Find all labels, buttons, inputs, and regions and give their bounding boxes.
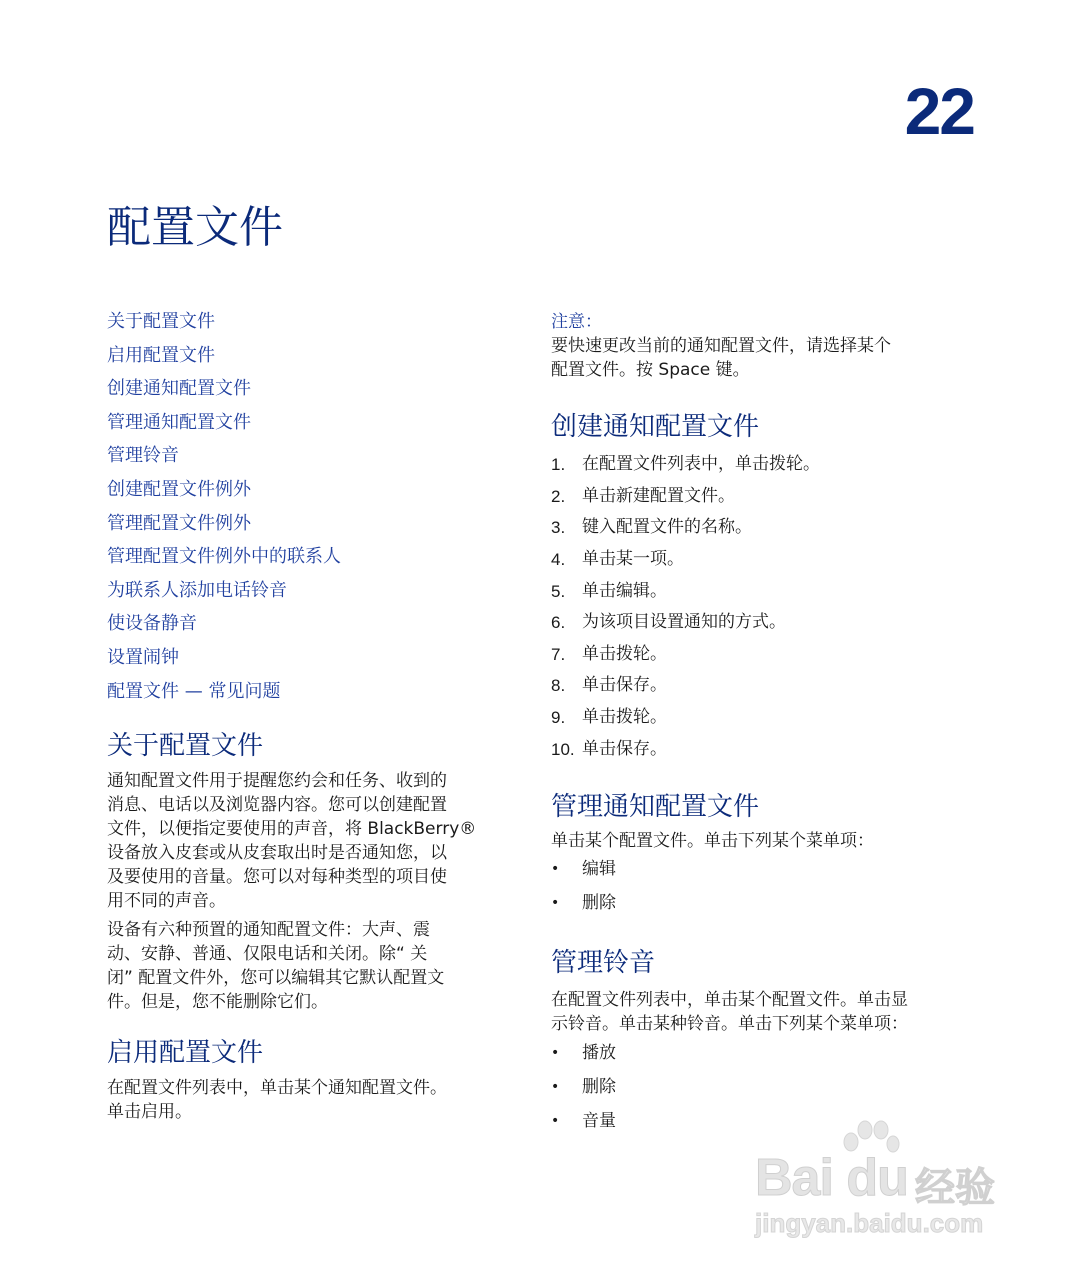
page-title: 配置文件 (107, 202, 283, 253)
bullet-icon: • (551, 861, 560, 878)
text-line: 示铃音。单击某种铃音。单击下列某个菜单项： (551, 1013, 908, 1034)
bullet-text: 音量 (582, 1110, 616, 1131)
step-item (551, 670, 971, 702)
text-line: 闭” 配置文件外，您可以编辑其它默认配置文 (107, 968, 445, 989)
text-line: 及要使用的音量。您可以对每种类型的项目使 (107, 867, 447, 888)
bullet-item (551, 1070, 971, 1104)
text-line: 动、安静、普通、仅限电话和关闭。除“ 关 (107, 944, 428, 965)
step-text: 单击保存。 (582, 738, 667, 759)
step-item (551, 576, 971, 608)
step-text: 单击拨轮。 (582, 643, 667, 664)
bullet-item (551, 852, 971, 886)
toc-link[interactable]: 管理铃音 (107, 445, 179, 467)
toc-link[interactable]: 使设备静音 (107, 613, 197, 635)
bullet-text: 编辑 (582, 859, 616, 880)
bullet-icon: • (551, 1044, 560, 1061)
bullet-icon: • (551, 1078, 560, 1095)
toc-link[interactable]: 管理配置文件例外中的联系人 (107, 546, 341, 568)
manage-menu-list (551, 852, 971, 920)
step-text: 在配置文件列表中，单击拨轮。 (582, 454, 820, 475)
step-number: 7. (551, 644, 566, 664)
chapter-number: 22 (904, 74, 974, 148)
step-item (551, 639, 971, 671)
enable-paragraph (107, 1076, 507, 1124)
toc-link[interactable]: 为联系人添加电话铃音 (107, 579, 287, 601)
bullet-text: 删除 (582, 893, 616, 914)
step-item (551, 607, 971, 639)
toc-link[interactable]: 创建通知配置文件 (107, 378, 251, 400)
step-item (551, 449, 971, 481)
step-number: 10. (551, 739, 575, 759)
about-paragraph-1 (107, 769, 507, 913)
create-steps-list (551, 449, 971, 765)
left-column (107, 308, 507, 1124)
section-heading-about: 关于配置文件 (107, 731, 264, 762)
toc-link[interactable]: 管理配置文件例外 (107, 512, 251, 534)
text-line: 设备有六种预置的通知配置文件：大声、震 (107, 920, 430, 941)
text-line: 文件，以便指定要使用的声音，将 BlackBerry® (107, 819, 477, 840)
step-item (551, 481, 971, 513)
bullet-item (551, 886, 971, 920)
step-text: 单击某一项。 (582, 548, 684, 569)
text-line: 在配置文件列表中，单击某个配置文件。单击显 (551, 989, 908, 1010)
text-line: 要快速更改当前的通知配置文件，请选择某个 (551, 336, 891, 356)
bullet-icon: • (551, 895, 560, 912)
note-label: 注意： (551, 312, 602, 332)
watermark-url: jingyan.baidu.com (755, 1208, 984, 1238)
section-heading-create: 创建通知配置文件 (551, 412, 760, 442)
right-column (551, 310, 971, 1138)
note-block (551, 310, 971, 382)
toc-link[interactable]: 关于配置文件 (107, 311, 215, 332)
step-item (551, 702, 971, 734)
text-line: 单击启用。 (107, 1101, 192, 1122)
step-number: 6. (551, 613, 566, 633)
text-line: 配置文件。按 Space 键。 (551, 360, 750, 380)
baidu-jingyan-watermark (755, 1120, 1005, 1240)
step-number: 8. (551, 676, 566, 696)
section-heading-ringtones: 管理铃音 (551, 948, 656, 979)
step-number: 2. (551, 486, 566, 506)
text-line: 在配置文件列表中，单击某个通知配置文件。 (107, 1077, 447, 1098)
step-text: 键入配置文件的名称。 (582, 517, 752, 538)
bullet-icon: • (551, 1112, 560, 1129)
step-text: 单击保存。 (582, 675, 667, 696)
step-item (551, 544, 971, 576)
step-item (551, 734, 971, 766)
toc-link[interactable]: 管理通知配置文件 (107, 411, 251, 433)
step-text: 单击拨轮。 (582, 706, 667, 727)
text-line: 用不同的声音。 (107, 891, 226, 912)
bullet-item (551, 1036, 971, 1070)
text-line: 设备放入皮套或从皮套取出时是否通知您，以 (107, 843, 447, 864)
step-text: 单击新建配置文件。 (582, 485, 735, 506)
about-paragraph-2 (107, 918, 507, 1014)
step-text: 为该项目设置通知的方式。 (582, 612, 786, 633)
step-number: 3. (551, 518, 566, 538)
step-number: 9. (551, 707, 566, 727)
step-text: 单击编辑。 (582, 580, 667, 601)
ringtones-paragraph (551, 988, 971, 1036)
bullet-text: 删除 (582, 1076, 616, 1097)
section-heading-manage: 管理通知配置文件 (551, 792, 760, 823)
step-number: 1. (551, 455, 566, 475)
step-number: 5. (551, 581, 566, 601)
toc-link[interactable]: 创建配置文件例外 (107, 478, 251, 500)
bullet-text: 播放 (582, 1042, 616, 1063)
step-number: 4. (551, 549, 566, 569)
section-heading-enable: 启用配置文件 (107, 1038, 264, 1069)
watermark-brand: Bai du (755, 1149, 908, 1207)
toc-link[interactable]: 启用配置文件 (107, 344, 215, 366)
step-item (551, 512, 971, 544)
text-line: 通知配置文件用于提醒您约会和任务、收到的 (107, 771, 447, 792)
text-line: 消息、电话以及浏览器内容。您可以创建配置 (107, 795, 447, 816)
manage-intro: 单击某个配置文件。单击下列某个菜单项： (551, 831, 874, 852)
text-line: 件。但是，您不能删除它们。 (107, 992, 328, 1013)
watermark-brand-cn: 经验 (915, 1165, 995, 1211)
table-of-contents (107, 308, 507, 711)
toc-link[interactable]: 配置文件 — 常见问题 (107, 680, 281, 702)
toc-link[interactable]: 设置闹钟 (107, 646, 179, 668)
